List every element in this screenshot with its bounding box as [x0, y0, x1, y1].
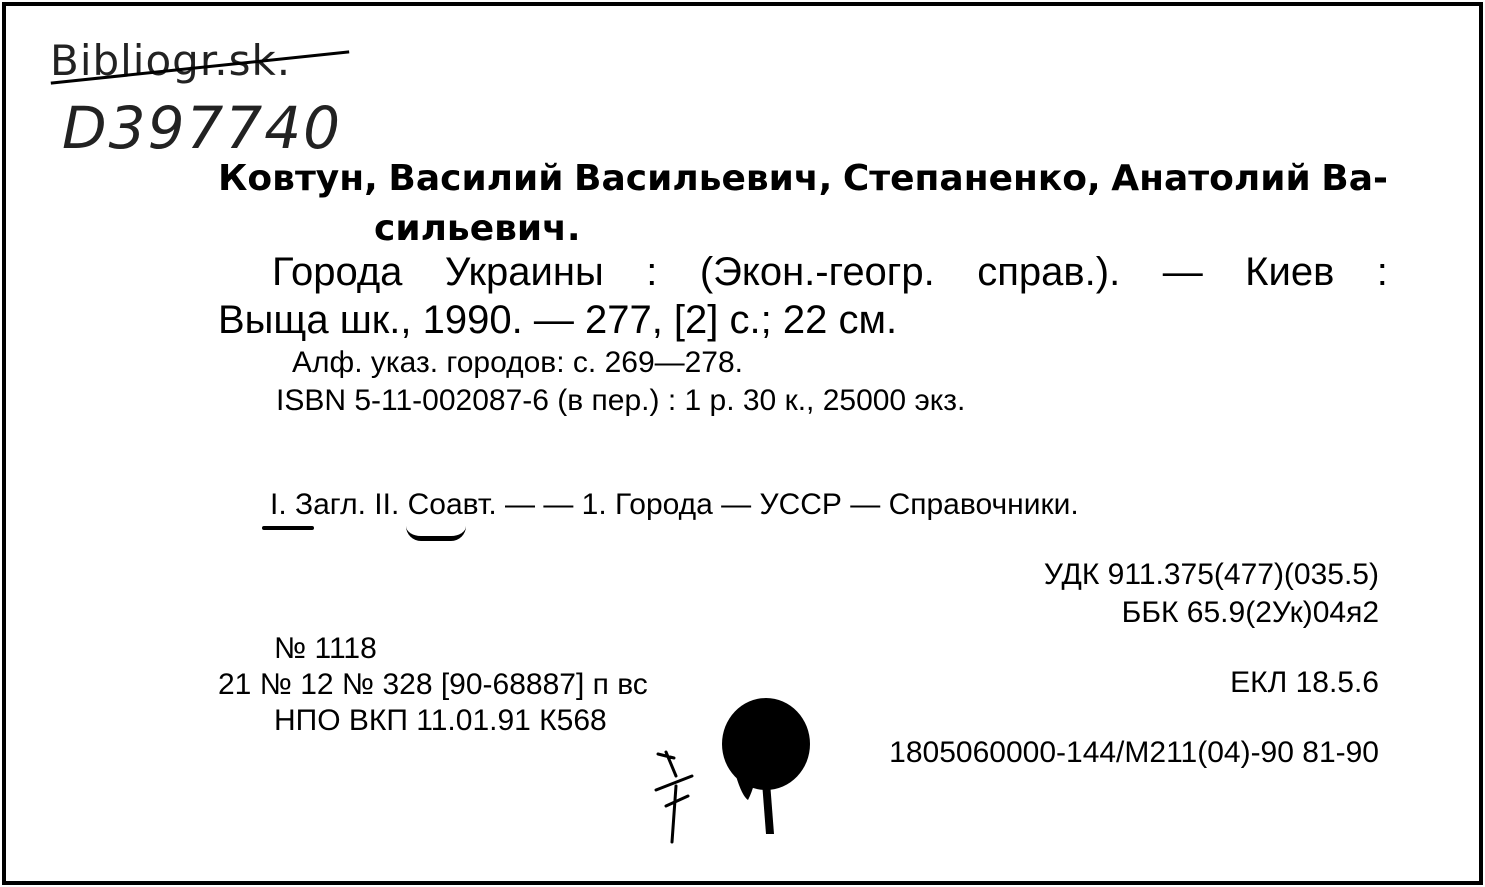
title-word: Украины: [444, 250, 604, 294]
title-line-2: Выща шк., 1990. — 277, [2] с.; 22 см.: [218, 298, 898, 342]
heading-word: Степаненко,: [842, 158, 1101, 199]
author-heading-line-2: сильевич.: [374, 208, 581, 249]
title-word: справ.).: [977, 250, 1121, 294]
heading-word: Ковтун,: [218, 158, 378, 199]
heading-word: Анатолий: [1111, 158, 1311, 199]
title-word: :: [1376, 250, 1388, 294]
ink-blot-icon: [718, 696, 814, 836]
title-word: :: [646, 250, 658, 294]
print-line-2: 21 № 12 № 328 [90-68887] п вс: [218, 668, 648, 701]
heading-word: Василий: [388, 158, 564, 199]
isbn-note: ISBN 5-11-002087-6 (в пер.) : 1 р. 30 к., 25000 экз.: [276, 384, 966, 417]
catalog-card: [2, 2, 1483, 885]
title-word: Города: [272, 250, 403, 294]
handwritten-line-1: Bibliogr.sk.: [50, 36, 292, 85]
print-line-3: НПО ВКП 11.01.91 К568: [274, 704, 607, 737]
title-word: —: [1162, 250, 1203, 294]
underline-mark: [262, 526, 314, 530]
ekl-index: ЕКЛ 18.5.6: [1230, 666, 1379, 699]
handwritten-line-2: D397740: [62, 94, 343, 162]
index-note: Алф. указ. городов: с. 269—278.: [292, 346, 744, 379]
tracing-line: I. Загл. II. Соавт. — — 1. Города — УССР — Справочники.: [270, 488, 1079, 521]
handwritten-mark-icon: [652, 746, 696, 846]
udk-index: УДК 911.375(477)(035.5): [1043, 558, 1379, 591]
print-number: № 1118: [274, 632, 377, 665]
author-heading-line-1: [218, 158, 1388, 199]
title-line-1: [272, 250, 1388, 295]
heading-word: Ва-: [1321, 158, 1388, 199]
code-index: 1805060000-144/М211(04)-90 81-90: [889, 736, 1379, 769]
underline-mark: [406, 526, 466, 541]
title-word: Киев: [1245, 250, 1335, 294]
bbk-index: ББК 65.9(2Ук)04я2: [1121, 596, 1379, 629]
heading-word: Васильевич,: [574, 158, 833, 199]
title-word: (Экон.-геогр.: [699, 250, 935, 294]
